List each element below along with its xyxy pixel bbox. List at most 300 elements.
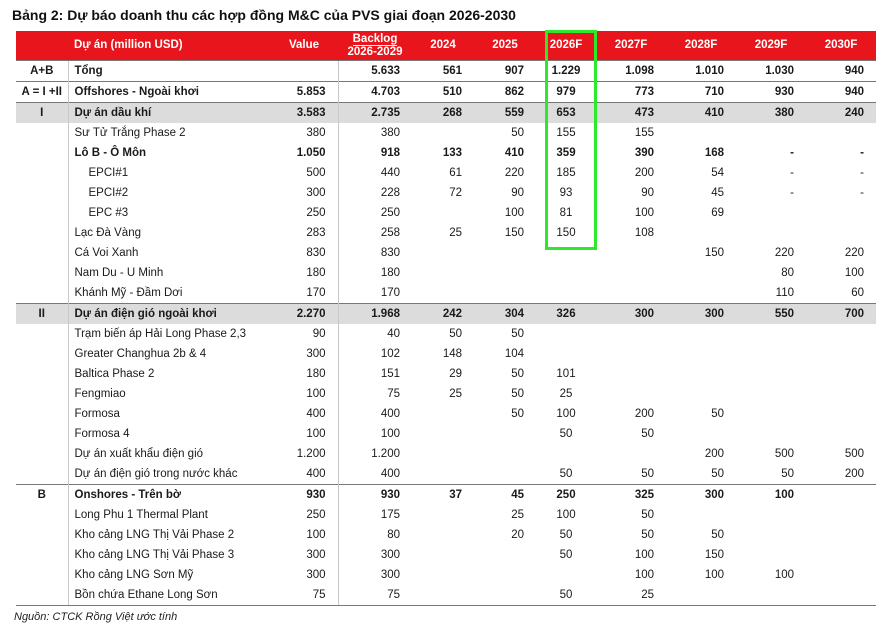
row-value: 100 bbox=[306, 428, 326, 440]
row-year-2027f: 773 bbox=[596, 82, 666, 103]
row-backlog: 400 bbox=[338, 404, 412, 424]
row-code bbox=[16, 243, 68, 263]
row-year-2030f bbox=[806, 384, 876, 404]
row-year-2027f: 50 bbox=[641, 468, 654, 480]
row-year-2029f: - bbox=[790, 167, 794, 179]
row-year-2024: 133 bbox=[442, 147, 462, 159]
row-code bbox=[16, 545, 68, 565]
row-year-2027f bbox=[596, 243, 666, 263]
row-year-2024 bbox=[412, 525, 474, 545]
row-backlog: 151 bbox=[338, 364, 412, 384]
row-year-2026f: 93 bbox=[559, 187, 573, 199]
row-value: 180 bbox=[306, 368, 326, 380]
row-year-2030f: 220 bbox=[844, 247, 864, 259]
table-row bbox=[16, 183, 876, 203]
row-year-2027f: 473 bbox=[596, 103, 666, 124]
table-row bbox=[16, 243, 876, 263]
row-year-2024: 72 bbox=[449, 187, 462, 199]
row-code: A+B bbox=[16, 61, 68, 82]
row-year-2025: 45 bbox=[474, 485, 536, 506]
row-year-2030f: 200 bbox=[844, 468, 864, 480]
row-year-2030f bbox=[806, 123, 876, 143]
table-row bbox=[16, 464, 876, 485]
row-year-2025: 862 bbox=[474, 82, 536, 103]
row-year-2025: 25 bbox=[511, 509, 524, 521]
header-year: 2024 bbox=[412, 31, 474, 61]
row-year-2029f bbox=[736, 324, 806, 344]
row-year-2026f: 81 bbox=[559, 207, 573, 219]
row-code bbox=[16, 565, 68, 585]
row-year-2030f bbox=[806, 485, 876, 506]
row-year-2026f: 185 bbox=[556, 167, 576, 179]
row-code bbox=[16, 344, 68, 364]
header-project: Dự án (million USD) bbox=[68, 31, 270, 61]
row-year-2025: 20 bbox=[511, 529, 524, 541]
row-year-2024: 37 bbox=[412, 485, 474, 506]
row-value: 400 bbox=[306, 468, 326, 480]
table-row bbox=[16, 404, 876, 424]
row-value: 300 bbox=[306, 187, 326, 199]
row-backlog: 80 bbox=[338, 525, 412, 545]
row-project-name: Trạm biến áp Hải Long Phase 2,3 bbox=[68, 324, 270, 344]
table-row bbox=[16, 263, 876, 283]
row-year-2030f: 500 bbox=[844, 448, 864, 460]
row-year-2024 bbox=[412, 505, 474, 525]
row-backlog: 440 bbox=[338, 163, 412, 183]
row-code bbox=[16, 183, 68, 203]
row-year-2027f bbox=[596, 384, 666, 404]
row-year-2030f: - bbox=[860, 147, 864, 159]
row-year-2028f: 100 bbox=[704, 569, 724, 581]
table-title: Bảng 2: Dự báo doanh thu các hợp đồng M&C của PVS giai đoạn 2026-2030 bbox=[12, 7, 516, 23]
table-row bbox=[16, 324, 876, 344]
row-value: 2.270 bbox=[270, 304, 338, 325]
row-code bbox=[16, 444, 68, 464]
row-year-2026f bbox=[536, 344, 596, 364]
row-year-2026f: 50 bbox=[559, 529, 573, 541]
row-project-name: Sư Tử Trắng Phase 2 bbox=[68, 123, 270, 143]
row-year-2029f: 930 bbox=[736, 82, 806, 103]
row-year-2024 bbox=[412, 203, 474, 223]
table-row bbox=[16, 424, 876, 444]
table-row bbox=[16, 485, 876, 506]
row-code bbox=[16, 424, 68, 444]
row-value: 300 bbox=[306, 348, 326, 360]
table-row bbox=[16, 82, 876, 103]
row-value: 930 bbox=[270, 485, 338, 506]
row-year-2024: 50 bbox=[449, 328, 462, 340]
row-year-2024 bbox=[412, 263, 474, 283]
table-row bbox=[16, 545, 876, 565]
row-year-2026f: 100 bbox=[556, 509, 576, 521]
row-year-2028f: 150 bbox=[704, 549, 724, 561]
row-backlog: 1.200 bbox=[338, 444, 412, 464]
row-year-2025: 90 bbox=[511, 187, 524, 199]
row-year-2028f: 50 bbox=[711, 468, 724, 480]
row-value: 75 bbox=[270, 585, 338, 606]
row-year-2025 bbox=[474, 243, 536, 263]
row-project-name: Greater Changhua 2b & 4 bbox=[68, 344, 270, 364]
row-year-2026f: 150 bbox=[556, 227, 576, 239]
row-year-2025: 100 bbox=[504, 207, 524, 219]
row-backlog: 4.703 bbox=[338, 82, 412, 103]
row-year-2024 bbox=[412, 424, 474, 444]
row-year-2027f: 100 bbox=[634, 207, 654, 219]
row-year-2028f bbox=[666, 263, 736, 283]
row-year-2028f: 1.010 bbox=[666, 61, 736, 82]
header-year: 2025 bbox=[474, 31, 536, 61]
row-year-2027f: 300 bbox=[596, 304, 666, 325]
table-row bbox=[16, 565, 876, 585]
row-year-2026f: 101 bbox=[556, 368, 576, 380]
row-year-2026f: 25 bbox=[559, 388, 573, 400]
row-project-name: Baltica Phase 2 bbox=[68, 364, 270, 384]
row-year-2029f bbox=[736, 404, 806, 424]
row-year-2027f bbox=[596, 263, 666, 283]
row-year-2028f: 168 bbox=[704, 147, 724, 159]
row-year-2030f: 100 bbox=[844, 267, 864, 279]
row-year-2030f: - bbox=[860, 187, 864, 199]
row-year-2027f: 25 bbox=[596, 585, 666, 606]
table-row bbox=[16, 444, 876, 464]
table-header-row bbox=[16, 31, 876, 61]
row-project-name: EPCI#1 bbox=[68, 163, 270, 183]
row-year-2029f: - bbox=[790, 147, 794, 159]
row-year-2025 bbox=[474, 283, 536, 304]
row-year-2025: 410 bbox=[504, 147, 524, 159]
table-row bbox=[16, 103, 876, 124]
row-year-2030f: 940 bbox=[806, 82, 876, 103]
row-year-2029f: 50 bbox=[781, 468, 794, 480]
row-code bbox=[16, 324, 68, 344]
row-year-2025: 559 bbox=[474, 103, 536, 124]
row-year-2029f bbox=[736, 223, 806, 243]
row-year-2026f: 1.229 bbox=[536, 61, 596, 82]
row-year-2028f bbox=[666, 223, 736, 243]
row-year-2028f bbox=[666, 364, 736, 384]
header-backlog-line1: Backlog bbox=[352, 32, 398, 45]
row-value: 250 bbox=[306, 207, 326, 219]
row-year-2029f bbox=[736, 344, 806, 364]
row-year-2029f bbox=[736, 384, 806, 404]
row-year-2027f bbox=[596, 364, 666, 384]
row-year-2026f: 50 bbox=[559, 549, 573, 561]
row-backlog: 300 bbox=[338, 545, 412, 565]
row-project-name: Lô B - Ô Môn bbox=[68, 143, 270, 163]
row-year-2029f bbox=[736, 424, 806, 444]
row-backlog: 930 bbox=[338, 485, 412, 506]
row-year-2030f: - bbox=[860, 167, 864, 179]
row-value: 90 bbox=[312, 328, 326, 340]
row-year-2027f: 1.098 bbox=[596, 61, 666, 82]
row-year-2027f: 200 bbox=[634, 167, 654, 179]
row-year-2028f bbox=[666, 344, 736, 364]
header-year: 2027F bbox=[596, 31, 666, 61]
row-project-name: EPC #3 bbox=[68, 203, 270, 223]
row-value: 5.853 bbox=[270, 82, 338, 103]
row-backlog: 250 bbox=[338, 203, 412, 223]
row-code bbox=[16, 143, 68, 163]
row-year-2027f: 100 bbox=[634, 569, 654, 581]
row-year-2028f: 50 bbox=[711, 408, 724, 420]
row-year-2026f bbox=[536, 243, 596, 263]
row-code bbox=[16, 283, 68, 304]
row-code bbox=[16, 223, 68, 243]
row-year-2024 bbox=[412, 545, 474, 565]
row-value: 1.050 bbox=[296, 147, 326, 159]
row-year-2028f: 710 bbox=[666, 82, 736, 103]
table-row bbox=[16, 304, 876, 325]
row-backlog: 300 bbox=[338, 565, 412, 585]
row-project-name: Formosa bbox=[68, 404, 270, 424]
row-year-2027f: 108 bbox=[634, 227, 654, 239]
row-year-2025 bbox=[474, 464, 536, 485]
row-year-2026f bbox=[536, 283, 596, 304]
row-code bbox=[16, 384, 68, 404]
row-year-2027f: 50 bbox=[641, 509, 654, 521]
row-year-2029f: - bbox=[790, 187, 794, 199]
row-year-2030f: 700 bbox=[806, 304, 876, 325]
row-year-2027f bbox=[596, 283, 666, 304]
row-backlog: 380 bbox=[338, 123, 412, 143]
row-year-2027f: 200 bbox=[634, 408, 654, 420]
row-year-2025: 304 bbox=[474, 304, 536, 325]
row-year-2028f: 150 bbox=[704, 247, 724, 259]
row-year-2025 bbox=[474, 565, 536, 585]
row-year-2029f: 100 bbox=[774, 569, 794, 581]
row-value: 100 bbox=[306, 529, 326, 541]
header-year: 2028F bbox=[666, 31, 736, 61]
row-year-2030f bbox=[806, 545, 876, 565]
row-year-2027f bbox=[596, 444, 666, 464]
row-project-name: Kho cảng LNG Thị Vải Phase 2 bbox=[68, 525, 270, 545]
row-year-2027f bbox=[596, 344, 666, 364]
row-project-name: Cá Voi Xanh bbox=[68, 243, 270, 263]
row-year-2025: 104 bbox=[504, 348, 524, 360]
row-project-name: Nam Du - U Minh bbox=[68, 263, 270, 283]
row-value: 3.583 bbox=[270, 103, 338, 124]
row-year-2024 bbox=[412, 464, 474, 485]
row-year-2029f: 110 bbox=[775, 287, 794, 299]
row-year-2029f: 220 bbox=[774, 247, 794, 259]
row-year-2029f: 100 bbox=[736, 485, 806, 506]
row-code: B bbox=[16, 485, 68, 506]
row-year-2030f bbox=[806, 404, 876, 424]
row-year-2028f: 410 bbox=[666, 103, 736, 124]
row-code bbox=[16, 203, 68, 223]
row-backlog: 180 bbox=[338, 263, 412, 283]
row-year-2026f bbox=[536, 324, 596, 344]
row-year-2028f: 50 bbox=[711, 529, 724, 541]
source-note: Nguồn: CTCK Rồng Việt ước tính bbox=[14, 611, 178, 623]
row-year-2027f: 390 bbox=[634, 147, 654, 159]
row-value: 283 bbox=[306, 227, 326, 239]
row-year-2024 bbox=[412, 283, 474, 304]
forecast-table bbox=[16, 31, 876, 606]
row-year-2024 bbox=[412, 444, 474, 464]
row-year-2029f bbox=[736, 505, 806, 525]
table-body bbox=[16, 61, 876, 606]
row-year-2024: 61 bbox=[449, 167, 462, 179]
row-year-2026f bbox=[536, 565, 596, 585]
table-row bbox=[16, 223, 876, 243]
header-year: 2029F bbox=[736, 31, 806, 61]
row-project-name: Lạc Đà Vàng bbox=[68, 223, 270, 243]
row-year-2028f: 69 bbox=[711, 207, 724, 219]
row-year-2030f bbox=[806, 364, 876, 384]
row-value: 250 bbox=[306, 509, 326, 521]
row-year-2024 bbox=[412, 404, 474, 424]
row-value bbox=[270, 61, 338, 82]
row-code bbox=[16, 585, 68, 606]
row-code bbox=[16, 263, 68, 283]
row-year-2029f bbox=[736, 545, 806, 565]
row-year-2024: 148 bbox=[442, 348, 462, 360]
row-year-2027f: 155 bbox=[634, 127, 654, 139]
row-code: I bbox=[16, 103, 68, 124]
row-year-2030f bbox=[806, 585, 876, 606]
row-value: 500 bbox=[306, 167, 326, 179]
row-value: 180 bbox=[306, 267, 326, 279]
row-backlog: 102 bbox=[338, 344, 412, 364]
row-year-2029f bbox=[736, 585, 806, 606]
row-year-2026f: 326 bbox=[536, 304, 596, 325]
header-code bbox=[16, 31, 68, 61]
row-backlog: 1.968 bbox=[338, 304, 412, 325]
row-year-2027f: 325 bbox=[596, 485, 666, 506]
row-backlog: 258 bbox=[338, 223, 412, 243]
row-project-name: Kho cảng LNG Thị Vải Phase 3 bbox=[68, 545, 270, 565]
header-value: Value bbox=[270, 31, 338, 61]
row-year-2026f: 50 bbox=[559, 428, 573, 440]
row-code bbox=[16, 505, 68, 525]
row-year-2024: 25 bbox=[449, 227, 462, 239]
header-backlog bbox=[338, 31, 412, 61]
row-project-name: Kho cảng LNG Sơn Mỹ bbox=[68, 565, 270, 585]
table-row bbox=[16, 163, 876, 183]
row-year-2024: 561 bbox=[412, 61, 474, 82]
table-row bbox=[16, 123, 876, 143]
table-row bbox=[16, 364, 876, 384]
row-project-name: Dự án điện gió trong nước khác bbox=[68, 464, 270, 485]
row-year-2025: 150 bbox=[504, 227, 524, 239]
row-code bbox=[16, 364, 68, 384]
row-value: 380 bbox=[306, 127, 326, 139]
row-year-2024 bbox=[412, 565, 474, 585]
row-year-2028f: 300 bbox=[666, 304, 736, 325]
row-year-2026f: 100 bbox=[556, 408, 576, 420]
table-row bbox=[16, 505, 876, 525]
row-year-2028f bbox=[666, 283, 736, 304]
row-project-name: Khánh Mỹ - Đầm Dơi bbox=[68, 283, 270, 304]
row-backlog: 2.735 bbox=[338, 103, 412, 124]
row-backlog: 175 bbox=[338, 505, 412, 525]
row-year-2029f bbox=[736, 364, 806, 384]
row-year-2028f: 54 bbox=[711, 167, 724, 179]
row-value: 400 bbox=[306, 408, 326, 420]
row-year-2026f: 155 bbox=[556, 127, 576, 139]
row-year-2028f bbox=[666, 585, 736, 606]
row-year-2025: 50 bbox=[511, 368, 524, 380]
row-year-2028f bbox=[666, 324, 736, 344]
row-backlog: 228 bbox=[338, 183, 412, 203]
row-year-2024 bbox=[412, 243, 474, 263]
row-project-name: Dự án điện gió ngoài khơi bbox=[68, 304, 270, 325]
row-code bbox=[16, 464, 68, 485]
row-year-2026f bbox=[536, 263, 596, 283]
row-backlog: 918 bbox=[338, 143, 412, 163]
row-project-name: Dự án dầu khí bbox=[68, 103, 270, 124]
row-year-2024 bbox=[412, 123, 474, 143]
row-year-2029f: 380 bbox=[736, 103, 806, 124]
row-year-2030f bbox=[806, 565, 876, 585]
table-row bbox=[16, 203, 876, 223]
row-year-2029f bbox=[736, 525, 806, 545]
row-year-2029f: 80 bbox=[781, 267, 794, 279]
header-year: 2030F bbox=[806, 31, 876, 61]
row-year-2025: 50 bbox=[511, 408, 524, 420]
row-backlog: 170 bbox=[338, 283, 412, 304]
row-project-name: Long Phu 1 Thermal Plant bbox=[68, 505, 270, 525]
row-year-2027f: 90 bbox=[641, 187, 654, 199]
row-code bbox=[16, 123, 68, 143]
row-year-2024: 242 bbox=[412, 304, 474, 325]
row-year-2025 bbox=[474, 263, 536, 283]
row-year-2029f bbox=[736, 123, 806, 143]
row-year-2030f bbox=[806, 505, 876, 525]
row-value: 100 bbox=[306, 388, 326, 400]
row-code: A = I +II bbox=[16, 82, 68, 103]
row-code bbox=[16, 525, 68, 545]
table-row bbox=[16, 525, 876, 545]
row-year-2030f: 60 bbox=[851, 287, 864, 299]
row-year-2028f bbox=[666, 505, 736, 525]
row-year-2027f: 50 bbox=[641, 529, 654, 541]
row-year-2029f bbox=[736, 203, 806, 223]
row-year-2030f bbox=[806, 344, 876, 364]
header-backlog-line2: 2026-2029 bbox=[347, 45, 403, 58]
row-year-2026f: 50 bbox=[559, 468, 573, 480]
row-year-2026f: 359 bbox=[556, 147, 576, 159]
row-backlog: 100 bbox=[338, 424, 412, 444]
table-row bbox=[16, 61, 876, 82]
row-year-2024: 510 bbox=[412, 82, 474, 103]
row-year-2030f bbox=[806, 324, 876, 344]
row-year-2026f: 250 bbox=[536, 485, 596, 506]
row-value: 300 bbox=[306, 549, 326, 561]
row-year-2030f: 240 bbox=[806, 103, 876, 124]
table-row bbox=[16, 344, 876, 364]
row-year-2029f: 550 bbox=[736, 304, 806, 325]
row-year-2030f bbox=[806, 424, 876, 444]
row-year-2026f: 50 bbox=[536, 585, 596, 606]
row-year-2025: 907 bbox=[474, 61, 536, 82]
row-year-2027f: 50 bbox=[641, 428, 654, 440]
row-project-name: Bồn chứa Ethane Long Sơn bbox=[68, 585, 270, 606]
row-year-2028f bbox=[666, 424, 736, 444]
table-row bbox=[16, 585, 876, 606]
row-year-2027f: 100 bbox=[634, 549, 654, 561]
row-project-name: Offshores - Ngoài khơi bbox=[68, 82, 270, 103]
row-year-2025: 50 bbox=[511, 388, 524, 400]
table-row bbox=[16, 283, 876, 304]
row-year-2024 bbox=[412, 585, 474, 606]
row-year-2025 bbox=[474, 545, 536, 565]
row-project-name: Tổng bbox=[68, 61, 270, 82]
row-code bbox=[16, 404, 68, 424]
row-value: 830 bbox=[306, 247, 326, 259]
row-year-2025: 50 bbox=[511, 127, 524, 139]
